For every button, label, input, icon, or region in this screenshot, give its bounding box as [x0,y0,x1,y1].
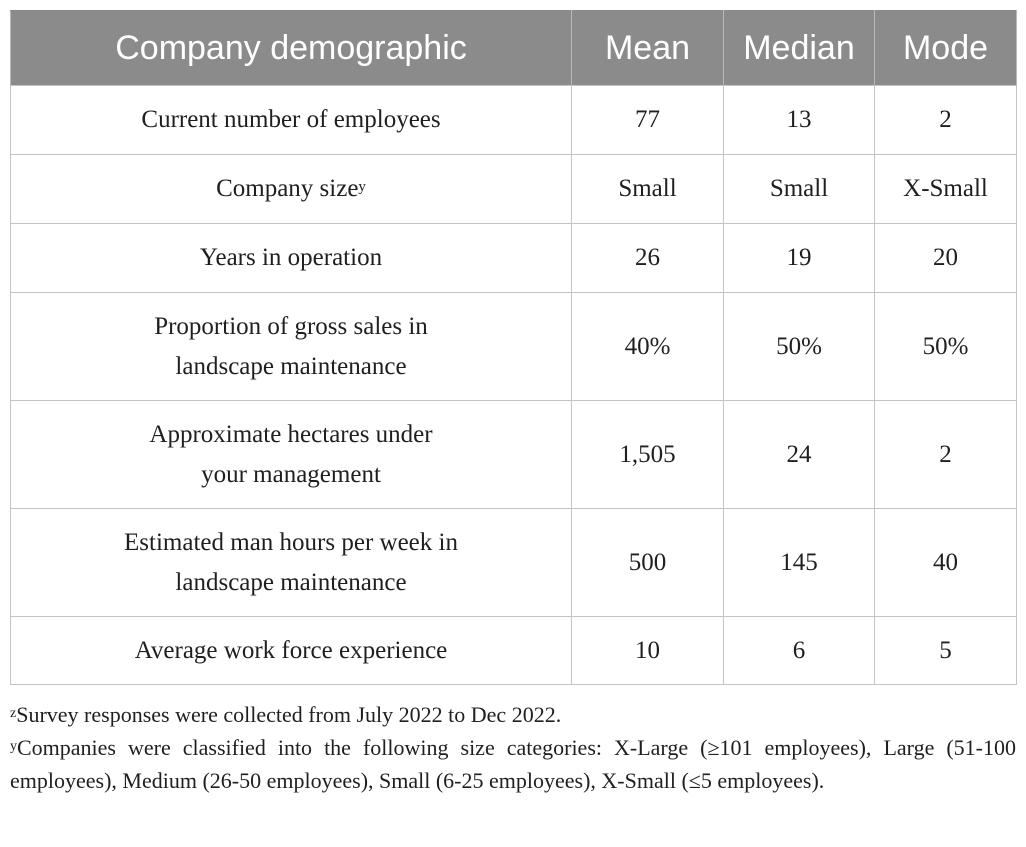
table-row [11,293,1017,401]
median-cell: 6 [724,617,875,685]
row-label-line: Approximate hectares under [149,420,433,448]
header-median: Median [724,11,875,86]
row-label-line: landscape maintenance [175,568,407,596]
table-body [11,86,1017,685]
table-row [11,224,1017,293]
row-label-line [23,169,559,209]
median-cell: 13 [724,86,875,155]
row-label-line: your management [201,460,381,488]
mode-cell: 2 [875,86,1017,155]
table-row [11,401,1017,509]
table-row [11,617,1017,685]
row-label [11,224,572,293]
mode-cell: 20 [875,224,1017,293]
demographics-table-container [10,10,1016,685]
footnote-marker-y: y [358,179,366,195]
header-mode: Mode [875,11,1017,86]
mean-cell: 40% [572,293,724,401]
row-label [11,155,572,224]
header-row [11,11,1017,86]
table-row [11,509,1017,617]
footnote-marker: z [10,706,17,721]
mode-cell: 2 [875,401,1017,509]
mean-cell: 77 [572,86,724,155]
header-company-demographic: Company demographic [11,11,572,86]
row-label-text: Company size [216,175,359,202]
median-cell: 145 [724,509,875,617]
mode-cell: 40 [875,509,1017,617]
table-header [11,11,1017,86]
median-cell: 19 [724,224,875,293]
table-row [11,155,1017,224]
median-cell: 24 [724,401,875,509]
row-label-line: Proportion of gross sales in [154,312,428,340]
mode-cell: 5 [875,617,1017,685]
footnote-text: Survey responses were collected from July 2022 to Dec 2022. [16,702,562,727]
median-cell: 50% [724,293,875,401]
row-label [11,509,572,617]
mean-cell: 500 [572,509,724,617]
demographics-table [10,10,1017,685]
mean-cell: 10 [572,617,724,685]
row-label [11,401,572,509]
row-label-line: Average work force experience [134,636,448,664]
footnote-y [10,731,1016,797]
row-label-line: landscape maintenance [175,352,407,380]
row-label-line: Years in operation [199,244,383,271]
footnote-marker: y [10,739,17,754]
mode-cell: X-Small [875,155,1017,224]
row-label-line: Estimated man hours per week in [124,528,458,556]
footnote-z [10,698,1016,731]
row-label [11,293,572,401]
mean-cell: Small [572,155,724,224]
mode-cell: 50% [875,293,1017,401]
mean-cell: 1,505 [572,401,724,509]
mean-cell: 26 [572,224,724,293]
table-row [11,86,1017,155]
row-label [11,86,572,155]
row-label-line: Current number of employees [141,106,441,133]
header-mean: Mean [572,11,724,86]
row-label [11,617,572,685]
median-cell: Small [724,155,875,224]
table-footnotes [10,698,1016,797]
footnote-text: Companies were classified into the following size categories: X-Large (≥101 employees), Large (51-100 employees), Medium (26-50 employees), Small (6-25 employees), X-Small (≤5 employees). [10,735,1016,793]
